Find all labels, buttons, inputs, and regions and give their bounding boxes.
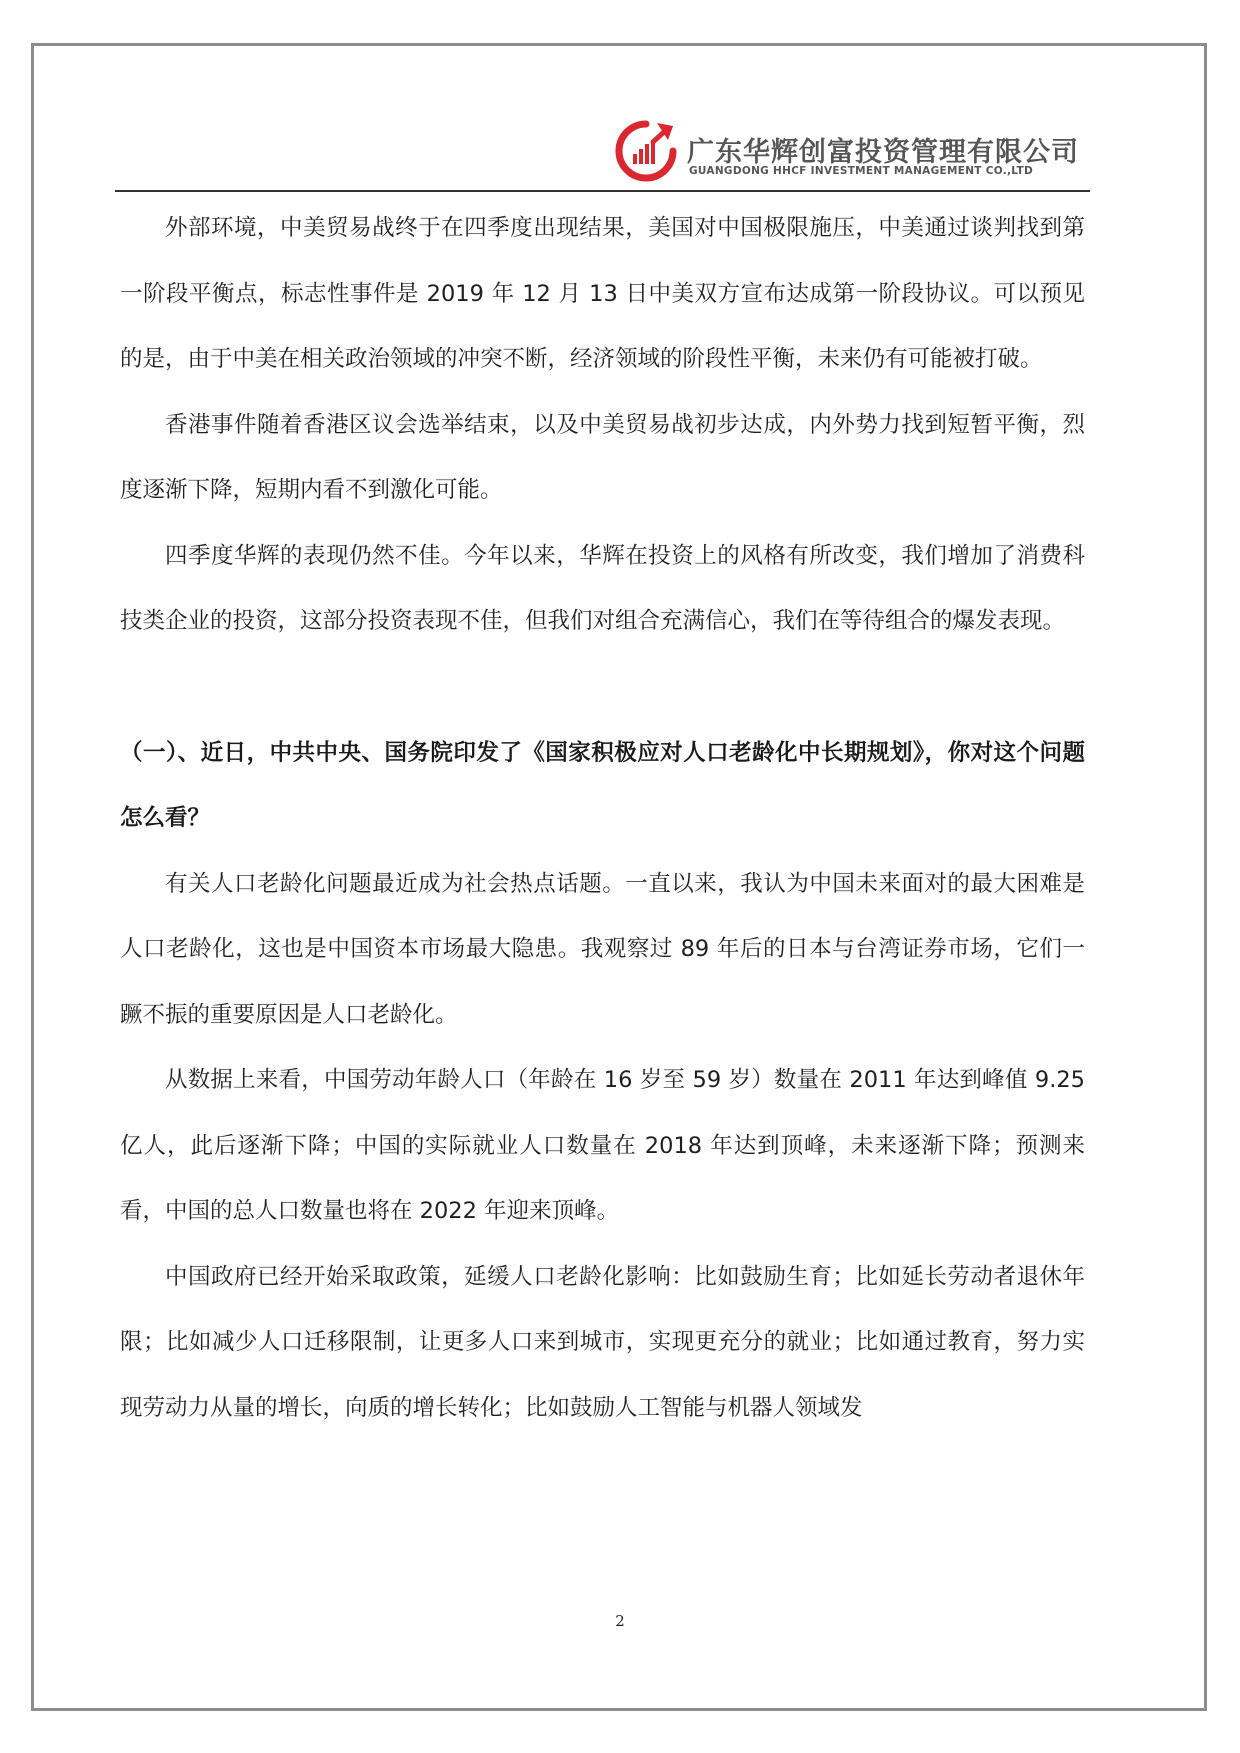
paragraph-aging-problem: 有关人口老龄化问题最近成为社会热点话题。一直以来，我认为中国未来面对的最大困难是人口老龄化，这也是中国资本市场最大隐患。我观察过 89 年后的日本与台湾证券市场，它们一蹶不振的重要原因是人口老龄化。 xyxy=(120,870,1085,1028)
page-number: 2 xyxy=(615,1612,625,1630)
paragraph-external-environment: 外部环境，中美贸易战终于在四季度出现结果，美国对中国极限施压，中美通过谈判找到第一阶段平衡点，标志性事件是 2019 年 12 月 13 日中美双方宣布达成第一阶段协议。可以预见的是，由于中美在相关政治领域的冲突不断，经济领域的阶段性平衡，未来仍有可能被打破。 xyxy=(120,215,1085,372)
company-name-en: GUANGDONG HHCF INVESTMENT MANAGEMENT CO.,LTD xyxy=(689,165,1034,177)
paragraph-q4-performance: 四季度华辉的表现仍然不佳。今年以来，华辉在投资上的风格有所改变，我们增加了消费科技类企业的投资，这部分投资表现不佳，但我们对组合充满信心，我们在等待组合的爆发表现。 xyxy=(120,542,1085,634)
header-divider xyxy=(115,190,1090,192)
section-heading: （一）、近日，中共中央、国务院印发了《国家积极应对人口老龄化中长期规划》，你对这个问题怎么看？ xyxy=(120,739,1085,831)
page-header xyxy=(115,110,1090,190)
paragraph-government-policy: 中国政府已经开始采取政策，延缓人口老龄化影响：比如鼓励生育；比如延长劳动者退休年限；比如减少人口迁移限制，让更多人口来到城市，实现更充分的就业；比如通过教育，努力实现劳动力从量的增长，向质的增长转化；比如鼓励人工智能与机器人领域发 xyxy=(120,1263,1085,1421)
company-logo-icon xyxy=(613,118,679,184)
document-body xyxy=(120,196,1085,1441)
paragraph-labor-data: 从数据上来看，中国劳动年龄人口（年龄在 16 岁至 59 岁）数量在 2011 年达到峰值 9.25 亿人，此后逐渐下降；中国的实际就业人口数量在 2018 年达到顶峰，未来逐渐下降；预测来看，中国的总人口数量也将在 2022 年迎来顶峰。 xyxy=(120,1067,1085,1224)
paragraph-hong-kong-events: 香港事件随着香港区议会选举结束，以及中美贸易战初步达成，内外势力找到短暂平衡，烈度逐渐下降，短期内看不到激化可能。 xyxy=(120,411,1085,503)
company-name-cn: 广东华辉创富投资管理有限公司 xyxy=(687,137,1079,168)
